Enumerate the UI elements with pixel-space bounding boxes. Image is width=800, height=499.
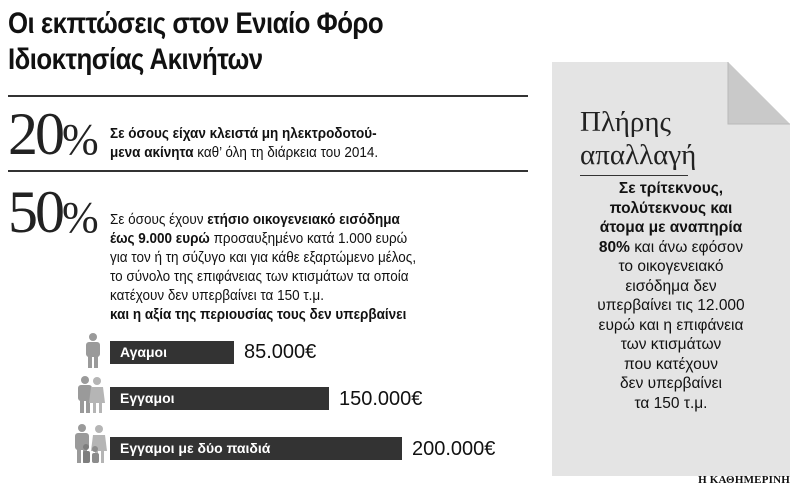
exemption-panel <box>552 62 790 476</box>
discount-50-text: Σε όσους έχουν ετήσιο οικογενειακό εισόδημα έως 9.000 ευρώ προσαυξημένο κατά 1.000 ευρώ για τον ή τη σύζυγο και για κάθε εξαρτώμενο μέλος, το σύνολο της επιφάνειας των κτισμάτων τα οποία κατέχουν δεν υπερβαίνει τα 150 τ.μ. και η αξία της περιουσίας τους δεν υπερβαίνει <box>110 211 417 323</box>
threshold-amount-married: 150.000€ <box>339 388 423 410</box>
title-line-2: Ιδιοκτησίας Ακινήτων <box>8 43 263 76</box>
threshold-bar-married: Εγγαμοι <box>110 387 329 410</box>
exemption-divider <box>580 175 688 176</box>
single-person-icon <box>82 332 104 368</box>
divider-top <box>8 95 528 97</box>
threshold-bar-single: Αγαμοι <box>110 341 234 364</box>
percent-20: 20% <box>8 101 99 167</box>
divider-middle <box>8 170 528 172</box>
publisher-logo: Η ΚΑΘΗΜΕΡΙΝΗ <box>698 474 790 486</box>
page-title <box>8 6 464 78</box>
threshold-amount-married-two-children: 200.000€ <box>412 438 496 460</box>
exemption-title: Πλήρης απαλλαγή <box>580 106 697 171</box>
title-line-1: Οι εκπτώσεις στον Ενιαίο Φόρο <box>8 7 384 40</box>
family-icon <box>74 423 108 463</box>
threshold-amount-single: 85.000€ <box>244 341 317 363</box>
couple-icon <box>76 375 106 413</box>
percent-50: 50% <box>8 179 99 245</box>
discount-20-text: Σε όσους είχαν κλειστά μη ηλεκτροδοτού- μενα ακίνητα καθ’ όλη τη διάρκεια του 2014. <box>110 125 379 161</box>
threshold-bar-married-two-children: Εγγαμοι με δύο παιδιά <box>110 437 402 460</box>
exemption-text: Σε τρίτεκνους, πολύτεκνους και άτομα με αναπηρία 80% και άνω εφόσον το οικογενειακό εισόδημα δεν υπερβαίνει τις 12.000 ευρώ και η επιφάνεια των κτισμάτων που κατέχουν δεν υπερβαίνει τα 150 τ.μ. <box>597 180 745 412</box>
